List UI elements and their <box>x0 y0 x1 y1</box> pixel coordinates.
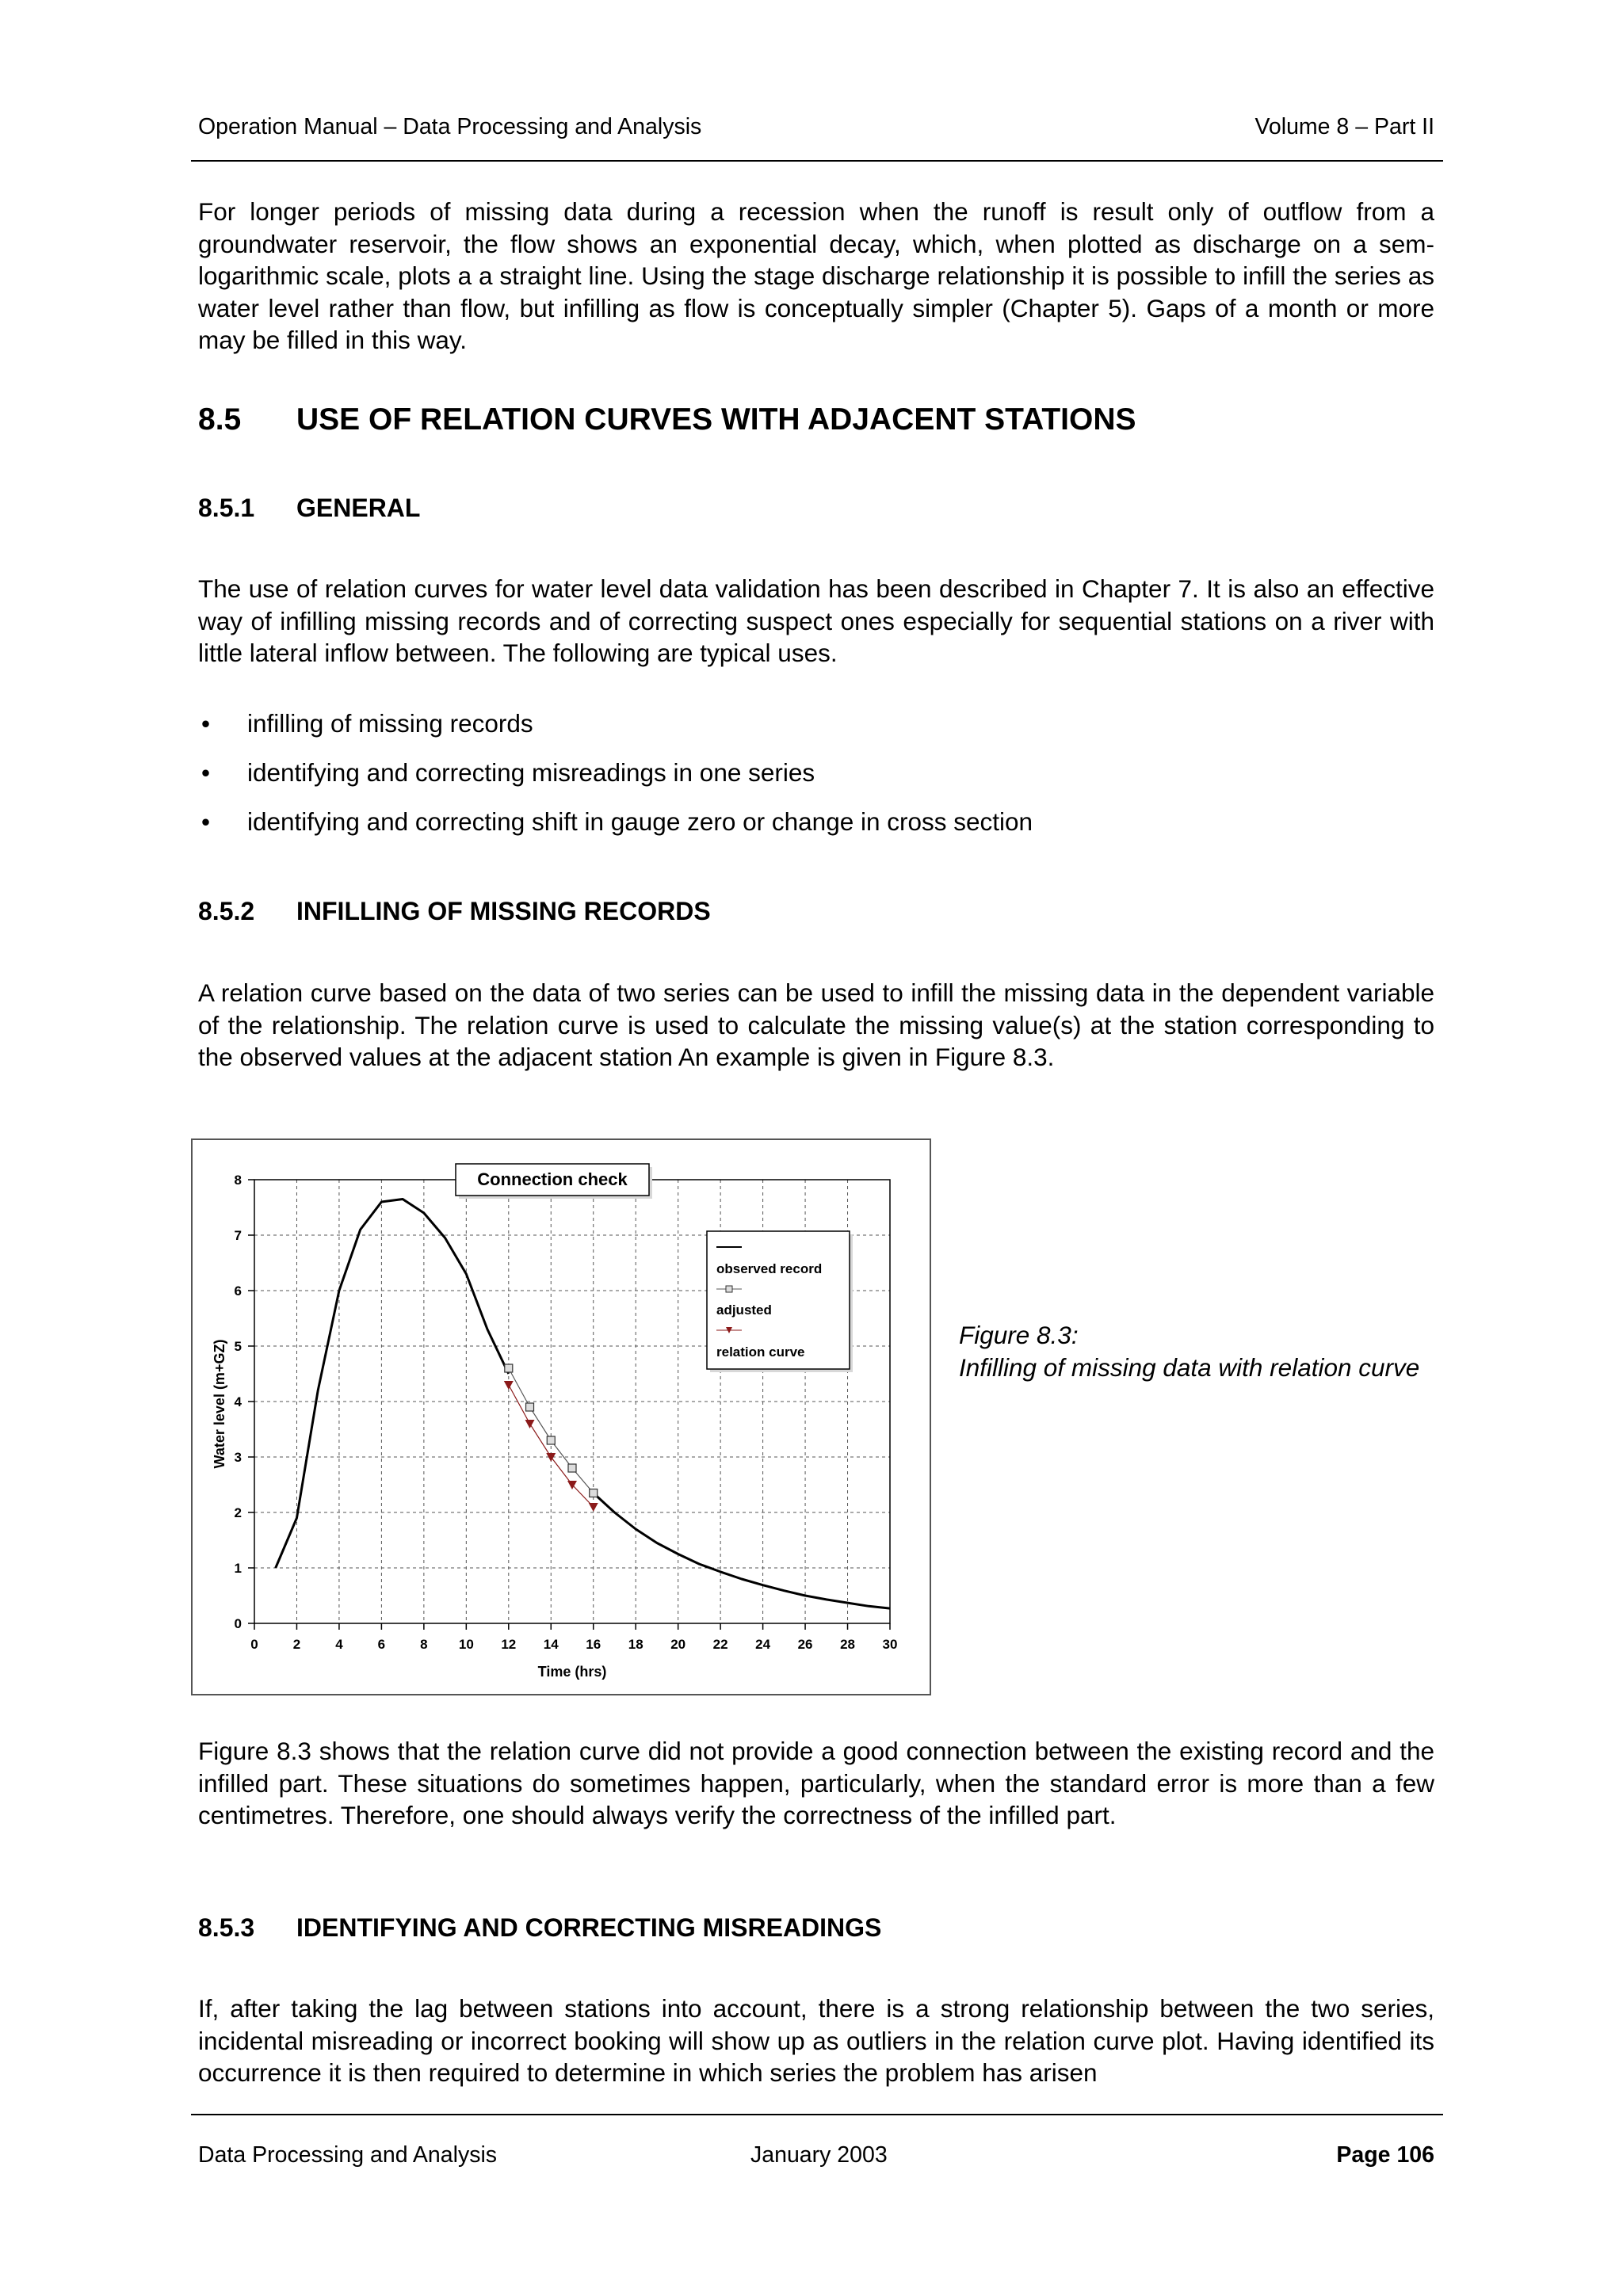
y-tick-labels <box>235 1173 242 1631</box>
x-tick-label: 20 <box>670 1637 686 1652</box>
subsection-infilling-heading <box>198 895 711 927</box>
subsection-infilling-title: INFILLING OF MISSING RECORDS <box>296 897 711 925</box>
bullet-icon: • <box>201 709 211 738</box>
adjusted-point <box>505 1364 513 1372</box>
x-tick-label: 8 <box>420 1637 428 1652</box>
legend-label-observed: observed record <box>716 1261 823 1276</box>
relation-curve-point <box>589 1503 598 1512</box>
x-axis-label: Time (hrs) <box>537 1664 607 1680</box>
x-tick-label: 12 <box>501 1637 517 1652</box>
list-item <box>198 757 1033 806</box>
header-right-volume: Volume 8 – Part II <box>1254 114 1434 139</box>
figure-caption-text: Infilling of missing data with relation curve <box>959 1352 1420 1382</box>
connection-check-chart <box>193 1140 930 1694</box>
bullet-text: identifying and correcting shift in gauge zero or change in cross section <box>247 807 1033 836</box>
x-tick-label: 4 <box>335 1637 343 1652</box>
section-number: 8.5 <box>198 402 242 437</box>
y-tick-label: 7 <box>234 1228 242 1243</box>
subsection-misreadings-title: IDENTIFYING AND CORRECTING MISREADINGS <box>296 1913 882 1942</box>
header-rule <box>191 160 1443 162</box>
footer-page-number: Page 106 <box>1336 2142 1434 2168</box>
list-item <box>198 806 1033 855</box>
subsection-infilling-number: 8.5.2 <box>198 897 255 925</box>
y-tick-label: 8 <box>234 1173 242 1188</box>
x-tick-label: 18 <box>628 1637 643 1652</box>
y-tick-label: 2 <box>234 1505 242 1520</box>
x-tick-label: 24 <box>755 1637 771 1652</box>
y-tick-label: 6 <box>234 1283 242 1299</box>
subsection-misreadings-number: 8.5.3 <box>198 1913 255 1942</box>
section-title: USE OF RELATION CURVES WITH ADJACENT STATIONS <box>296 402 1136 437</box>
subsection-general-number: 8.5.1 <box>198 494 255 522</box>
subsection-misreadings-heading <box>198 1912 881 1943</box>
observed-record-line <box>276 1199 509 1569</box>
x-tick-label: 6 <box>377 1637 386 1652</box>
figure-caption-title: Figure 8.3: <box>959 1321 1079 1349</box>
intro-paragraph: For longer periods of missing data during a recession when the runoff is result only of outflow from a groundwater reservoir, the flow shows an exponential decay, which, when plotted as discharge on a sem-logarithmic scale, plots a a straight line. Using the stage discharge relationship it is possible to infill the series as water level rather than flow, but infilling as flow is conceptually simpler (Chapter 5). Gaps of a month or more may be filled in this way. <box>198 197 1434 354</box>
infilling-paragraph: A relation curve based on the data of two series can be used to infill the missing data in the dependent variable of the relationship. The relation curve is used to calculate the missing value(s) at the station corresponding to the observed values at the adjacent station An example is given in Figure 8.3. <box>198 978 1434 1071</box>
figure-caption <box>959 1319 1434 1383</box>
x-tick-label: 14 <box>543 1637 559 1652</box>
legend-label-adjusted: adjusted <box>716 1302 772 1318</box>
y-tick-label: 3 <box>234 1450 242 1465</box>
y-tick-label: 4 <box>234 1394 242 1409</box>
observed-record-line <box>594 1493 890 1609</box>
misreadings-paragraph: If, after taking the lag between stations into account, there is a strong relationship between the two series, incidental misreading or incorrect booking will show up as outliers in the relation curve plot. Having identified its occurrence it is then required to determine in which series the problem has arisen <box>198 1994 1434 2087</box>
legend-marker-adjusted <box>726 1286 732 1292</box>
bullet-text: infilling of missing records <box>247 709 533 738</box>
x-tick-label: 26 <box>797 1637 813 1652</box>
legend-label-relation: relation curve <box>716 1344 805 1360</box>
x-tick-label: 2 <box>292 1637 301 1652</box>
bullet-text: identifying and correcting misreadings in one series <box>247 758 815 787</box>
bullet-icon: • <box>201 758 211 787</box>
y-axis-label: Water level (m+GZ) <box>212 1339 227 1469</box>
section-heading <box>198 401 1136 439</box>
x-tick-label: 16 <box>586 1637 601 1652</box>
chart-title: Connection check <box>477 1169 628 1189</box>
bullet-icon: • <box>201 807 211 836</box>
adjusted-point <box>590 1489 598 1497</box>
adjusted-point <box>547 1436 555 1444</box>
footer-left: Data Processing and Analysis <box>198 2142 498 2168</box>
relation-curve-point <box>525 1420 535 1428</box>
after-figure-paragraph: Figure 8.3 shows that the relation curve did not provide a good connection between the existing record and the infilled part. These situations do sometimes happen, particularly, when the standard error is more than a few centimetres. Therefore, one should always verify the correctness of the infilled part. <box>198 1737 1434 1829</box>
adjusted-point <box>526 1403 534 1411</box>
uses-bullet-list <box>198 707 1033 855</box>
footer-date: January 2003 <box>750 2142 888 2168</box>
x-tick-label: 22 <box>712 1637 728 1652</box>
list-item <box>198 707 1033 757</box>
adjusted-point <box>568 1464 576 1472</box>
header-left-title: Operation Manual – Data Processing and Analysis <box>198 114 702 139</box>
y-tick-label: 1 <box>234 1561 242 1576</box>
general-paragraph: The use of relation curves for water level data validation has been described in Chapter 7. It is also an effective way of infilling missing records and of correcting suspect ones especially for sequential stations on a river with little lateral inflow between. The following are typical uses. <box>198 574 1434 667</box>
x-tick-label: 28 <box>840 1637 855 1652</box>
footer-rule <box>191 2114 1443 2115</box>
subsection-general-title: GENERAL <box>296 494 421 522</box>
x-tick-label: 0 <box>250 1637 258 1652</box>
figure-frame <box>191 1138 931 1695</box>
subsection-general-heading <box>198 492 420 524</box>
x-tick-label: 10 <box>458 1637 474 1652</box>
y-tick-label: 5 <box>234 1339 242 1354</box>
relation-curve-point <box>504 1381 514 1390</box>
x-tick-label: 30 <box>882 1637 898 1652</box>
y-tick-label: 0 <box>234 1616 242 1631</box>
x-tick-labels <box>250 1637 897 1652</box>
